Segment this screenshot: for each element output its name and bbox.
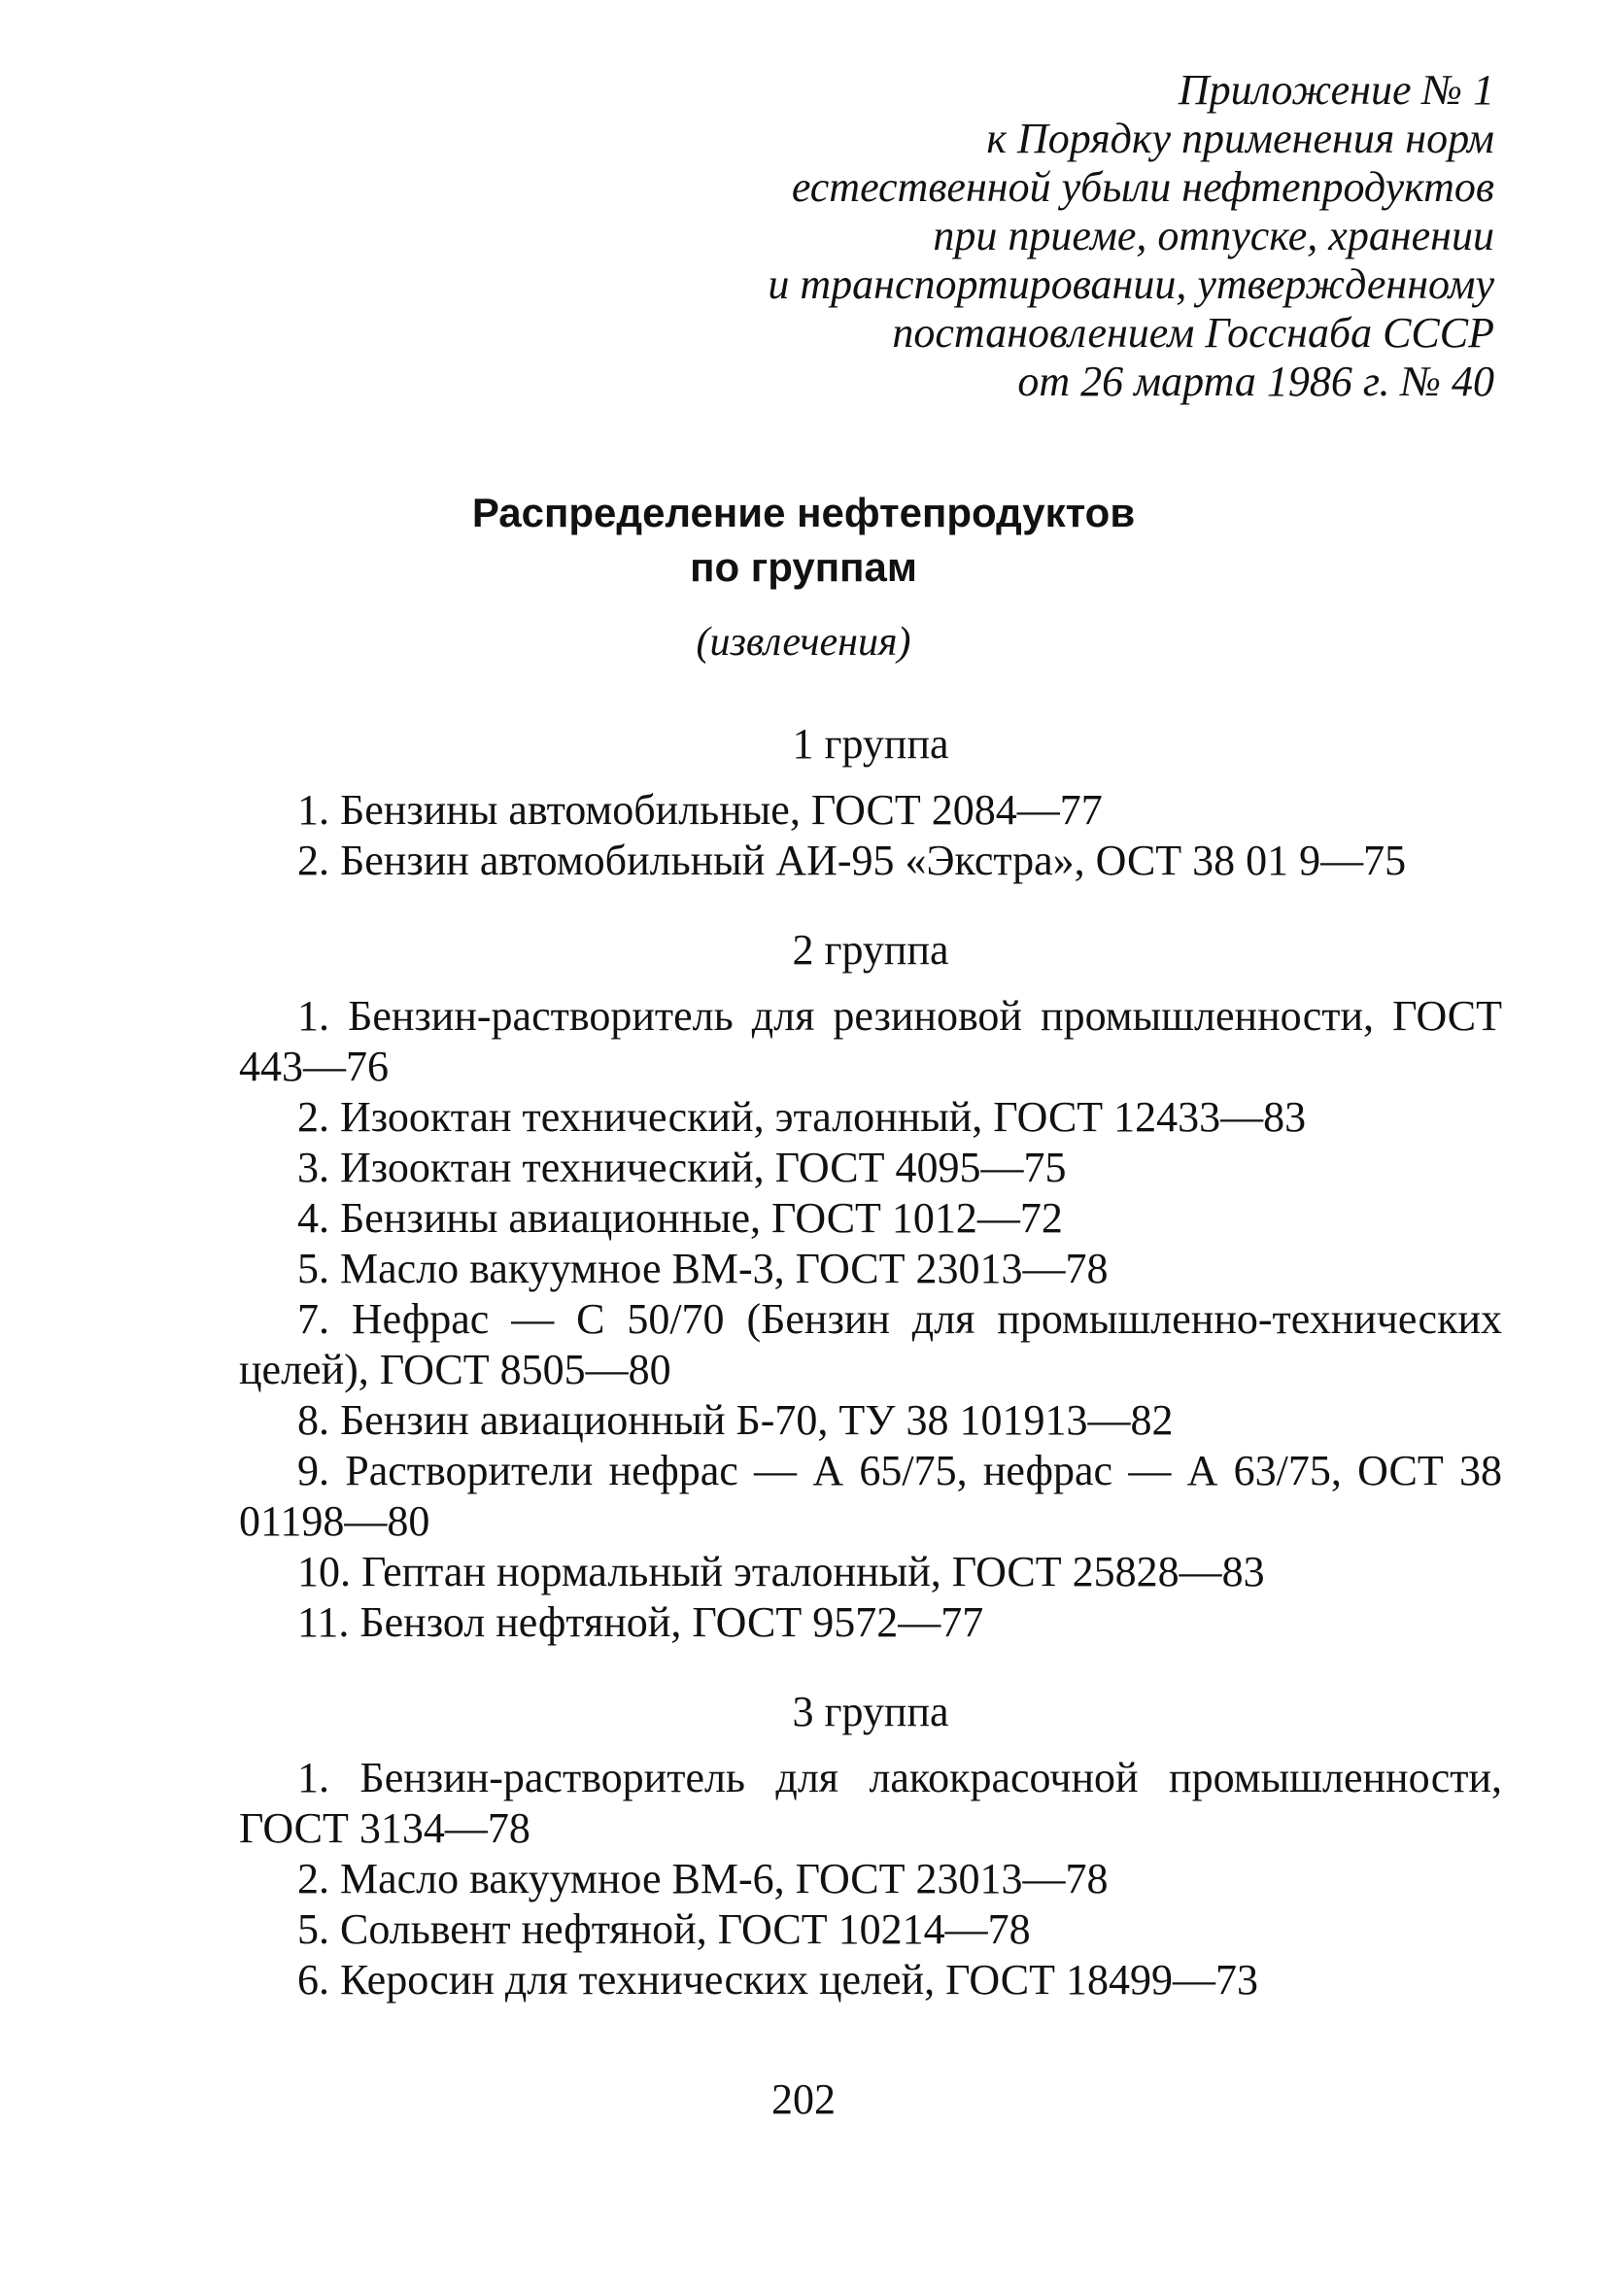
list-item: 4. Бензины авиационные, ГОСТ 1012—72	[297, 1194, 1063, 1242]
page-title	[0, 486, 1607, 595]
subtitle: (извлечения)	[696, 620, 911, 665]
appendix-line: и транспортировании, утвержденному	[768, 260, 1494, 308]
group-title: 2 группа	[792, 926, 949, 974]
list-item: 5. Сольвент нефтяной, ГОСТ 10214—78	[297, 1905, 1031, 1953]
appendix-reference	[768, 66, 1494, 406]
list-item: 10. Гептан нормальный эталонный, ГОСТ 25828—83	[297, 1548, 1265, 1595]
list-item: 1. Бензины автомобильные, ГОСТ 2084—77	[297, 786, 1103, 834]
list-item: 8. Бензин авиационный Б-70, ТУ 38 101913—82	[297, 1396, 1174, 1444]
list-item: 11. Бензол нефтяной, ГОСТ 9572—77	[297, 1598, 984, 1646]
list-item: 5. Масло вакуумное ВМ-3, ГОСТ 23013—78	[297, 1245, 1109, 1292]
group-title: 1 группа	[792, 720, 949, 768]
title-line-2: по группам	[690, 544, 917, 590]
list-item: 3. Изооктан технический, ГОСТ 4095—75	[297, 1144, 1067, 1191]
group-1	[239, 719, 1502, 886]
appendix-line: к Порядку применения норм	[986, 115, 1494, 162]
group-title: 3 группа	[792, 1688, 949, 1735]
list-item: 2. Масло вакуумное ВМ-6, ГОСТ 23013—78	[297, 1855, 1109, 1902]
list-item: 7. Нефрас — С 50/70 (Бензин для промышленно-технических целей), ГОСТ 8505—80	[239, 1295, 1502, 1393]
list-item: 2. Изооктан технический, эталонный, ГОСТ 12433—83	[297, 1093, 1307, 1141]
list-item: 1. Бензин-растворитель для лакокрасочной промышленности, ГОСТ 3134—78	[239, 1754, 1502, 1852]
appendix-line: естественной убыли нефтепродуктов	[791, 163, 1494, 211]
list-item: 6. Керосин для технических целей, ГОСТ 18499—73	[297, 1956, 1258, 2004]
appendix-line: от 26 марта 1986 г. № 40	[1017, 358, 1494, 405]
group-3	[239, 1687, 1502, 2005]
list-item: 1. Бензин-растворитель для резиновой промышленности, ГОСТ 443—76	[239, 992, 1502, 1090]
appendix-line: Приложение № 1	[1178, 66, 1494, 114]
group-2	[239, 925, 1502, 1648]
page-number: 202	[771, 2075, 836, 2123]
appendix-line: при приеме, отпуске, хранении	[933, 212, 1494, 259]
appendix-line: постановлением Госснаба СССР	[892, 309, 1494, 357]
list-item: 2. Бензин автомобильный АИ-95 «Экстра», ОСТ 38 01 9—75	[297, 837, 1407, 884]
list-item: 9. Растворители нефрас — А 65/75, нефрас — А 63/75, ОСТ 38 01198—80	[239, 1447, 1502, 1545]
groups-content	[239, 719, 1502, 2044]
title-line-1: Распределение нефтепродуктов	[471, 490, 1136, 535]
